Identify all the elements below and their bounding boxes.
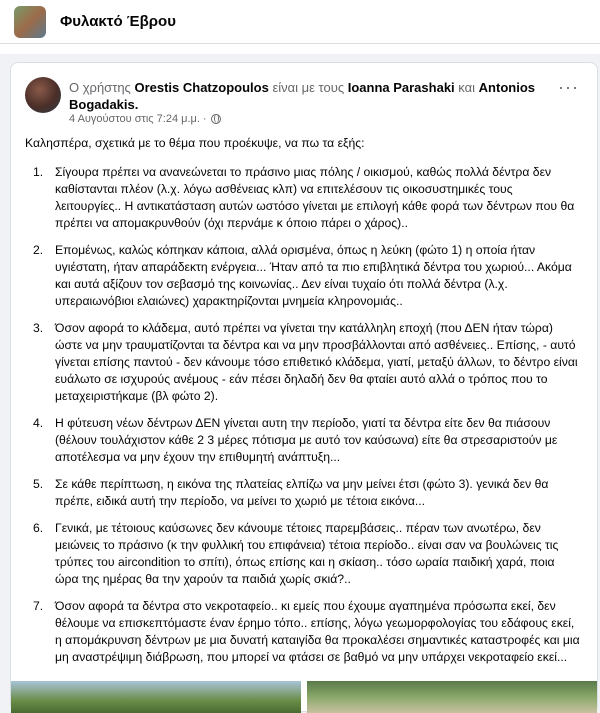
more-options-icon[interactable]: ···: [558, 77, 579, 97]
photo-2[interactable]: [307, 681, 597, 713]
list-item: [25, 320, 581, 405]
photo-strip: [11, 681, 597, 713]
list-item: [25, 476, 581, 510]
globe-icon: [211, 114, 221, 124]
list-item: [25, 598, 581, 666]
list-item-number: 5.: [33, 477, 44, 491]
with-text: είναι με τους: [272, 80, 345, 95]
photo-1[interactable]: [11, 681, 301, 713]
list-item-number: 7.: [33, 599, 44, 613]
list-item: [25, 242, 581, 310]
post-meta: 4 Αυγούστου στις 7:24 μ.μ. ·: [69, 113, 221, 125]
tagged-user-2[interactable]: Antonios Bogadakis: [69, 80, 535, 112]
post-body: [25, 135, 581, 676]
post-intro: Καλησπέρα, σχετικά με το θέμα που προέκυψε, να πω τα εξής:: [25, 136, 365, 150]
group-avatar[interactable]: [14, 6, 46, 38]
cropped-strip: [0, 44, 600, 54]
attribution-prefix: Ο χρήστης: [69, 80, 131, 95]
list-item-number: 6.: [33, 521, 44, 535]
list-item-text: Γενικά, με τέτοιους καύσωνες δεν κάνουμε τέτοιες παρεμβάσεις.. πέραν των ανωτέρω, δεν μειώνεις το πράσινο (κ την φυλλική του επιφάνεια) τέτοια περίοδο.. είναι σαν να βουλώνεις τις τρύπες του aircondition το σπίτι), όπως επίσης και η σκίαση.. τόσο ωραία παιδική χαρά, ποια ώρα της ημέρας θα την χαρούν τα παιδιά χωρίς σκιά?..: [55, 521, 559, 586]
list-item-number: 4.: [33, 416, 44, 430]
list-item-text: Η φύτευση νέων δέντρων ΔΕΝ γίνεται αυτη την περίοδο, γιατί τα δέντρα είτε δεν θα πιάσουν (θέλουν τουλάχιστον κάθε 2 3 μέρες πότισμα με αυτό τον καύσωνα) είτε θα στρεσαριστούν με αποτέλεσμα να μην έχουν την επιθυμητή ανάπτυξη...: [55, 416, 558, 464]
post-timestamp[interactable]: 4 Αυγούστου στις 7:24 μ.μ.: [69, 113, 200, 125]
author-name[interactable]: Orestis Chatzopoulos: [134, 80, 269, 95]
and-text: και: [458, 80, 476, 95]
list-item: [25, 164, 581, 232]
tagged-user-1[interactable]: Ioanna Parashaki: [347, 80, 455, 95]
list-item-number: 2.: [33, 243, 44, 257]
list-item-number: 3.: [33, 321, 44, 335]
list-item-text: Όσον αφορά τα δέντρα στο νεκροταφείο.. κι εμείς που έχουμε αγαπημένα πρόσωπα εκεί, δεν θέλουμε να επισκεπτόμαστε έναν έρημο τόπο.. επίσης, λόγω γεωμορφολογίας του εδάφους εκεί, η απομάκρυνση δέντρων με μια δυνατή καταιγίδα θα προκαλέσει σημαντικές καταστροφές και μια μη αναστρέψιμη διάβρωση, που μπορεί να φτάσει σε βαθμό να μην υπάρχει νεκροταφείο εκεί...: [55, 599, 580, 664]
list-item-number: 1.: [33, 165, 44, 179]
author-avatar[interactable]: [25, 77, 61, 113]
list-item-text: Σε κάθε περίπτωση, η εικόνα της πλατείας ελπίζω να μην μείνει έτσι (φώτο 3). γενικά δεν θα πρέπε, ειδικά αυτή την περίοδο, να μείνει το χωριό με τέτοια εικόνα...: [55, 477, 549, 508]
post-attribution: Ο χρήστης Orestis Chatzopoulos είναι με τους Ioanna Parashaki και Antonios Bogadakis.: [69, 80, 535, 112]
list-item-text: Σίγουρα πρέπει να ανανεώνεται το πράσινο μιας πόλης / οικισμού, καθώς πολλά δέντρα δεν καθίστανται πλέον (λ.χ. λόγω ασθένειας κλπ) να επιτελέσουν τις οικοσυστημικές τους λειτουργίες.. Η αντικατάσταση αυτών ωστόσο γίνεται με επιλογή κάθε φορά των δέντρων που θα πρέπει να απομακρυνθούν (όχι περνάμε κ όποιο πάρει ο χάρος)..: [55, 165, 575, 230]
list-item: [25, 520, 581, 588]
group-name[interactable]: Φυλακτό Έβρου: [60, 13, 176, 30]
group-header: [0, 0, 600, 44]
post-list: [25, 164, 581, 666]
list-item: [25, 415, 581, 466]
post-card: [10, 62, 598, 712]
list-item-text: Επομένως, καλώς κόπηκαν κάποια, αλλά ορισμένα, όπως η λεύκη (φώτο 1) η οποία ήταν υγιέστατη, ήταν απαράδεκτη ενέργεια... Ήταν από τα πιο επιβλητικά δέντρα του χωριού... Ακόμα και αυτά αξίζουν τον σεβασμό της κοινωνίας.. Δεν είναι τυχαίο ότι πολλά δέντρα (λ.χ. υπεραιωνόβιοι ελαιώνες) χαρακτηρίζονται μνημεία κληρονομιάς..: [55, 243, 572, 308]
list-item-text: Όσον αφορά το κλάδεμα, αυτό πρέπει να γίνεται την κατάλληλη εποχή (που ΔΕΝ ήταν τώρα) ώστε να μην τραυματίζονται τα δέντρα και να μην προσβάλλονται από ασθένειες.. Επίσης, - αυτό γίνεται επίσης παντού - δεν κάνουμε τόσο επιθετικό κλάδεμα, γιατί, μεταξύ άλλων, το δέντρο είναι ευάλωτο σε ισχυρούς ανέμους - εάν πέσει δηλαδή δεν θα φταίει αυτό αλλά ο τρόπος που το μεταχειριστήκαμε (βλ φώτο 2).: [55, 321, 578, 403]
